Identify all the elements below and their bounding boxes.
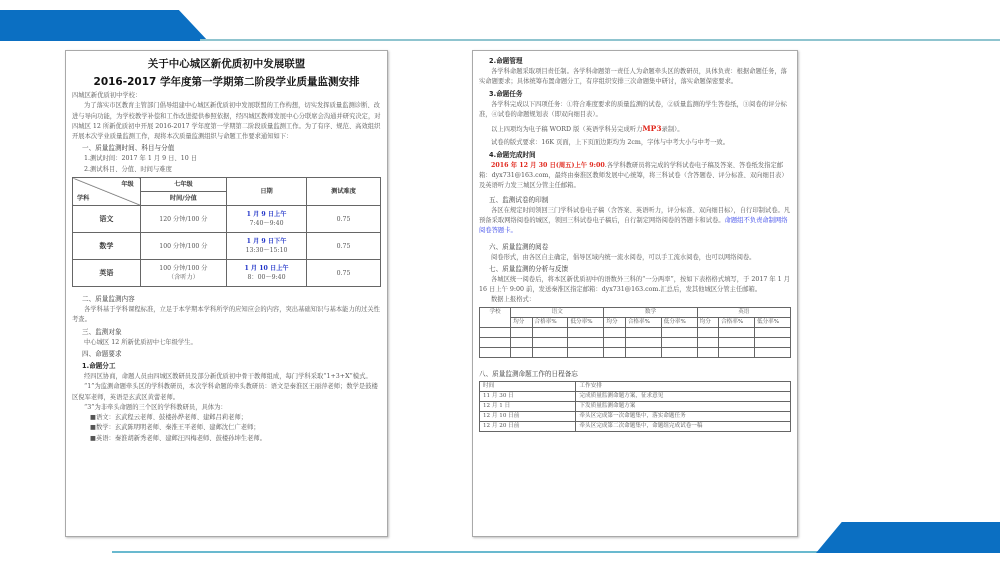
- sub2-text: 各学科命题采取项目责任制。各学科命题第一责任人为命题牵头区的教研员，具体负责：根据命题任务，落实命题要求；具体统筹布置命题分工，有序组织安排三次命题集中研讨，落实命题保密要求。: [479, 68, 787, 86]
- corner-subject-label: 学科: [77, 195, 90, 203]
- time-range: 13:30～15:10: [245, 247, 288, 255]
- time-score-cell: 100 分钟/100 分: [140, 233, 226, 260]
- word-note: [479, 124, 791, 135]
- intro-paragraph: 为了落实市区教育主管部门倡导组建中心城区新优质初中发展联盟的工作构想，切实发挥质量监测诊断、改进与导向功能，为学校教学补偿和工作改进提供参照依据，经四城区教师发展中心分联席会沟通并研究决定，对四城区 12 所新优质初中开展 2016-2017 学年度第一学期第二阶段质量监测工作。为了有序、规范、高效组织开展本次学业质量监测工作，现将本次质量监测组织与命题工作要求通知如下：: [72, 102, 381, 141]
- corner-grade-label: 年级: [121, 181, 134, 189]
- bullet-item: ■语文：玄武程云老师、鼓楼孙烨老师、建邺吕莉老师；: [90, 414, 248, 422]
- sub1-text3: “3”为非牵头命题的三个区的学科教研员，具体为：: [84, 403, 227, 411]
- section1-heading: 一、质量监测时间、科目与分值: [82, 144, 175, 153]
- table-row: [480, 391, 791, 401]
- difficulty-cell: 0.75: [307, 206, 381, 233]
- section6-heading: 六、质量监测的阅卷: [489, 242, 549, 251]
- corner-header-cell: [73, 178, 141, 206]
- memo-table: [479, 381, 791, 432]
- date-value: 1 月 10 日上午: [244, 265, 289, 273]
- table-row: [73, 206, 381, 233]
- subject-header: 语文: [511, 307, 604, 317]
- memo-time: 12 月 10 日前: [480, 411, 576, 421]
- sub2-heading: 2.命题管理: [489, 57, 523, 65]
- memo-task: 牵头区完成第一次命题集中，落实命题任务: [576, 411, 791, 421]
- section3-text: 中心城区 12 所新优质初中七年级学生。: [84, 338, 197, 346]
- time-score-note: （含听力）: [167, 274, 199, 282]
- date-header: 日期: [226, 178, 306, 206]
- table-row: [73, 260, 381, 287]
- footer-accent-shape: [816, 522, 1000, 553]
- section5-paragraph: [479, 206, 791, 237]
- memo-time: 12 月 20 日前: [480, 421, 576, 431]
- table-row: [480, 401, 791, 411]
- deadline-text: .各学科教研员将完成的学科试卷电子稿及答案、答卷纸发指定邮箱：dyx731@163.com，最终由秦淮区教师发展中心统筹，将三科试卷（含答题卷、评分标准、双向细目表）及英语听力发三城区分管主任邮箱。: [479, 161, 788, 190]
- time-range: 8：00～9:40: [247, 274, 286, 282]
- memo-header-time: 时间: [480, 381, 576, 391]
- sub1-text2: “1”为监测命题牵头区的学科教研员，本次学科命题的牵头教研员：语文是秦淮区王丽萍老师；数学是鼓楼区倪军老师，英语是玄武区黄蕾老师。: [72, 383, 378, 401]
- subject-cell: 数学: [73, 233, 141, 260]
- date-value: 1 月 9 日上午: [246, 211, 287, 219]
- section2-text: 各学科基于学科课程标准，立足于本学期本学科所学的应知应会的内容，突出基础知识与基本能力的过关性考查。: [72, 306, 380, 324]
- memo-task: 牵头区完成第二次命题集中，命题组完成试卷一稿: [576, 421, 791, 431]
- table-row: [73, 233, 381, 260]
- section4-heading: 四、命题要求: [82, 349, 122, 358]
- sub3-text: 各学科完成以下四项任务：①符合难度要求的质量监测的试卷，②质量监测的学生答卷纸，③阅卷的评分标准，④试卷的命题规划表（即双向细目表）。: [479, 100, 787, 118]
- metric-header: 合格率%: [625, 317, 661, 327]
- section6-text: 阅卷形式，由各区自主确定，倡导区域内统一流水阅卷，可以手工流水阅卷，也可以网络阅卷。: [491, 253, 756, 261]
- metric-header: 合格率%: [719, 317, 755, 327]
- memo-task: 完成质量监测命题方案，征求意见: [576, 391, 791, 401]
- date-cell: [226, 260, 306, 287]
- header-divider-line: [200, 39, 1000, 41]
- subject-cell: 英语: [73, 260, 141, 287]
- table-row: [480, 411, 791, 421]
- grade-header: 七年级: [140, 178, 226, 192]
- word-note-text: 以上四项均为电子稿 WORD 版（英语学科另完成听力: [491, 126, 643, 134]
- metric-header: 均分: [697, 317, 718, 327]
- test-time: 1.测试时间：2017 年 1 月 9 日、10 日: [84, 155, 198, 163]
- memo-task: 下发质量监测命题方案: [576, 401, 791, 411]
- date-cell: [226, 206, 306, 233]
- section5-highlight: 命题组不负责命制网络阅卷答题卡。: [479, 216, 788, 235]
- section5-text: 各区在规定时间领回三门学科试卷电子稿（含答案、英语听力，评分标准、双向细目标），自行印制试卷。凡预备采取网络阅卷的城区，领回三科试卷电子稿后，自行制定网络阅卷的答题卡和试卷。: [479, 206, 791, 224]
- time-score-cell: 120 分钟/100 分: [140, 206, 226, 233]
- test-subjects: 2.测试科目、分值、时间与难度: [84, 165, 172, 173]
- metric-header: 均分: [511, 317, 532, 327]
- schedule-table: [72, 177, 381, 287]
- time-score-header: 时间/分值: [140, 192, 226, 206]
- difficulty-header: 测试难度: [307, 178, 381, 206]
- subject-header: 英语: [697, 307, 790, 317]
- subject-cell: 语文: [73, 206, 141, 233]
- mp3-highlight: MP3: [642, 124, 662, 134]
- word-note-end: 录制）。: [661, 126, 684, 134]
- sub3-heading: 3.命题任务: [489, 89, 523, 98]
- date-cell: [226, 233, 306, 260]
- memo-time: 12 月 1 日: [480, 401, 576, 411]
- sub1-text: 经四区协商，命题人员由四城区教研员及部分新优质初中骨干教师组成，每门学科采取“1+3+X”模式。: [84, 372, 372, 380]
- section2-heading: 二、质量监测内容: [82, 295, 135, 304]
- deadline-paragraph: [479, 161, 791, 192]
- metric-header: 低分率%: [754, 317, 790, 327]
- format-note: 试卷的版式要求：16K 页面，上下页面边距均为 2cm，字体与中考大小与中考一致。: [491, 139, 730, 147]
- section7-text: 各城区统一阅卷后，将本区新优质初中的语数外三科的“一分两率”，按如下表格格式填写，于 2017 年 1 月 16 日上午 9:00 前，发送秦淮区指定邮箱：dyx731@163.com.汇总后，发其他城区分管主任邮箱。: [479, 275, 790, 294]
- difficulty-cell: 0.75: [307, 233, 381, 260]
- metric-header: 低分率%: [661, 317, 697, 327]
- time-score-value: 100 分钟/100 分: [159, 265, 208, 273]
- document-page-right: [472, 50, 798, 537]
- table-row: [480, 337, 791, 347]
- document-title-line1: 关于中心城区新优质初中发展联盟: [147, 58, 306, 70]
- data-format-label: 数据上报格式：: [491, 296, 536, 304]
- time-range: 7:40～9:40: [249, 220, 284, 228]
- salutation: 四城区新优质初中学校：: [72, 92, 142, 99]
- header-accent-bar: [0, 10, 208, 41]
- metric-header: 合格率%: [532, 317, 568, 327]
- sub4-heading: 4.命题完成时间: [489, 150, 536, 159]
- bullet-item: ■数学：玄武陈明明老师、秦淮王平老师、建邺沈仁广老师；: [90, 424, 260, 432]
- memo-header-task: 工作安排: [576, 381, 791, 391]
- document-page-left: [65, 50, 388, 537]
- document-title-line2: 2016-2017 学年度第一学期第二阶段学业质量监测安排: [93, 76, 360, 88]
- table-row: [480, 327, 791, 337]
- section7-heading: 七、质量监测的分析与反馈: [489, 264, 569, 273]
- deadline-highlight: 2016 年 12 月 30 日(周五)上午 9:00: [491, 161, 605, 169]
- metric-header: 低分率%: [568, 317, 604, 327]
- subject-header: 数学: [604, 307, 697, 317]
- metric-header: 均分: [604, 317, 625, 327]
- memo-time: 11 月 30 日: [480, 391, 576, 401]
- report-format-table: [479, 307, 791, 358]
- table-row: [480, 421, 791, 431]
- difficulty-cell: 0.75: [307, 260, 381, 287]
- time-score-cell: [140, 260, 226, 287]
- section8-heading: 八、质量监测命题工作的日程备忘: [479, 369, 578, 378]
- bullet-item: ■英语：秦淮胡新秀老师、建邺汪四梅老师、鼓楼孙坤生老师。: [90, 434, 266, 442]
- section3-heading: 三、监测对象: [82, 327, 122, 336]
- table-row: [480, 347, 791, 357]
- section5-heading: 五、监测试卷的印制: [489, 195, 549, 204]
- school-header: 学校: [480, 307, 511, 327]
- sub1-heading: 1.命题分工: [82, 361, 116, 370]
- date-value: 1 月 9 日下午: [246, 238, 287, 246]
